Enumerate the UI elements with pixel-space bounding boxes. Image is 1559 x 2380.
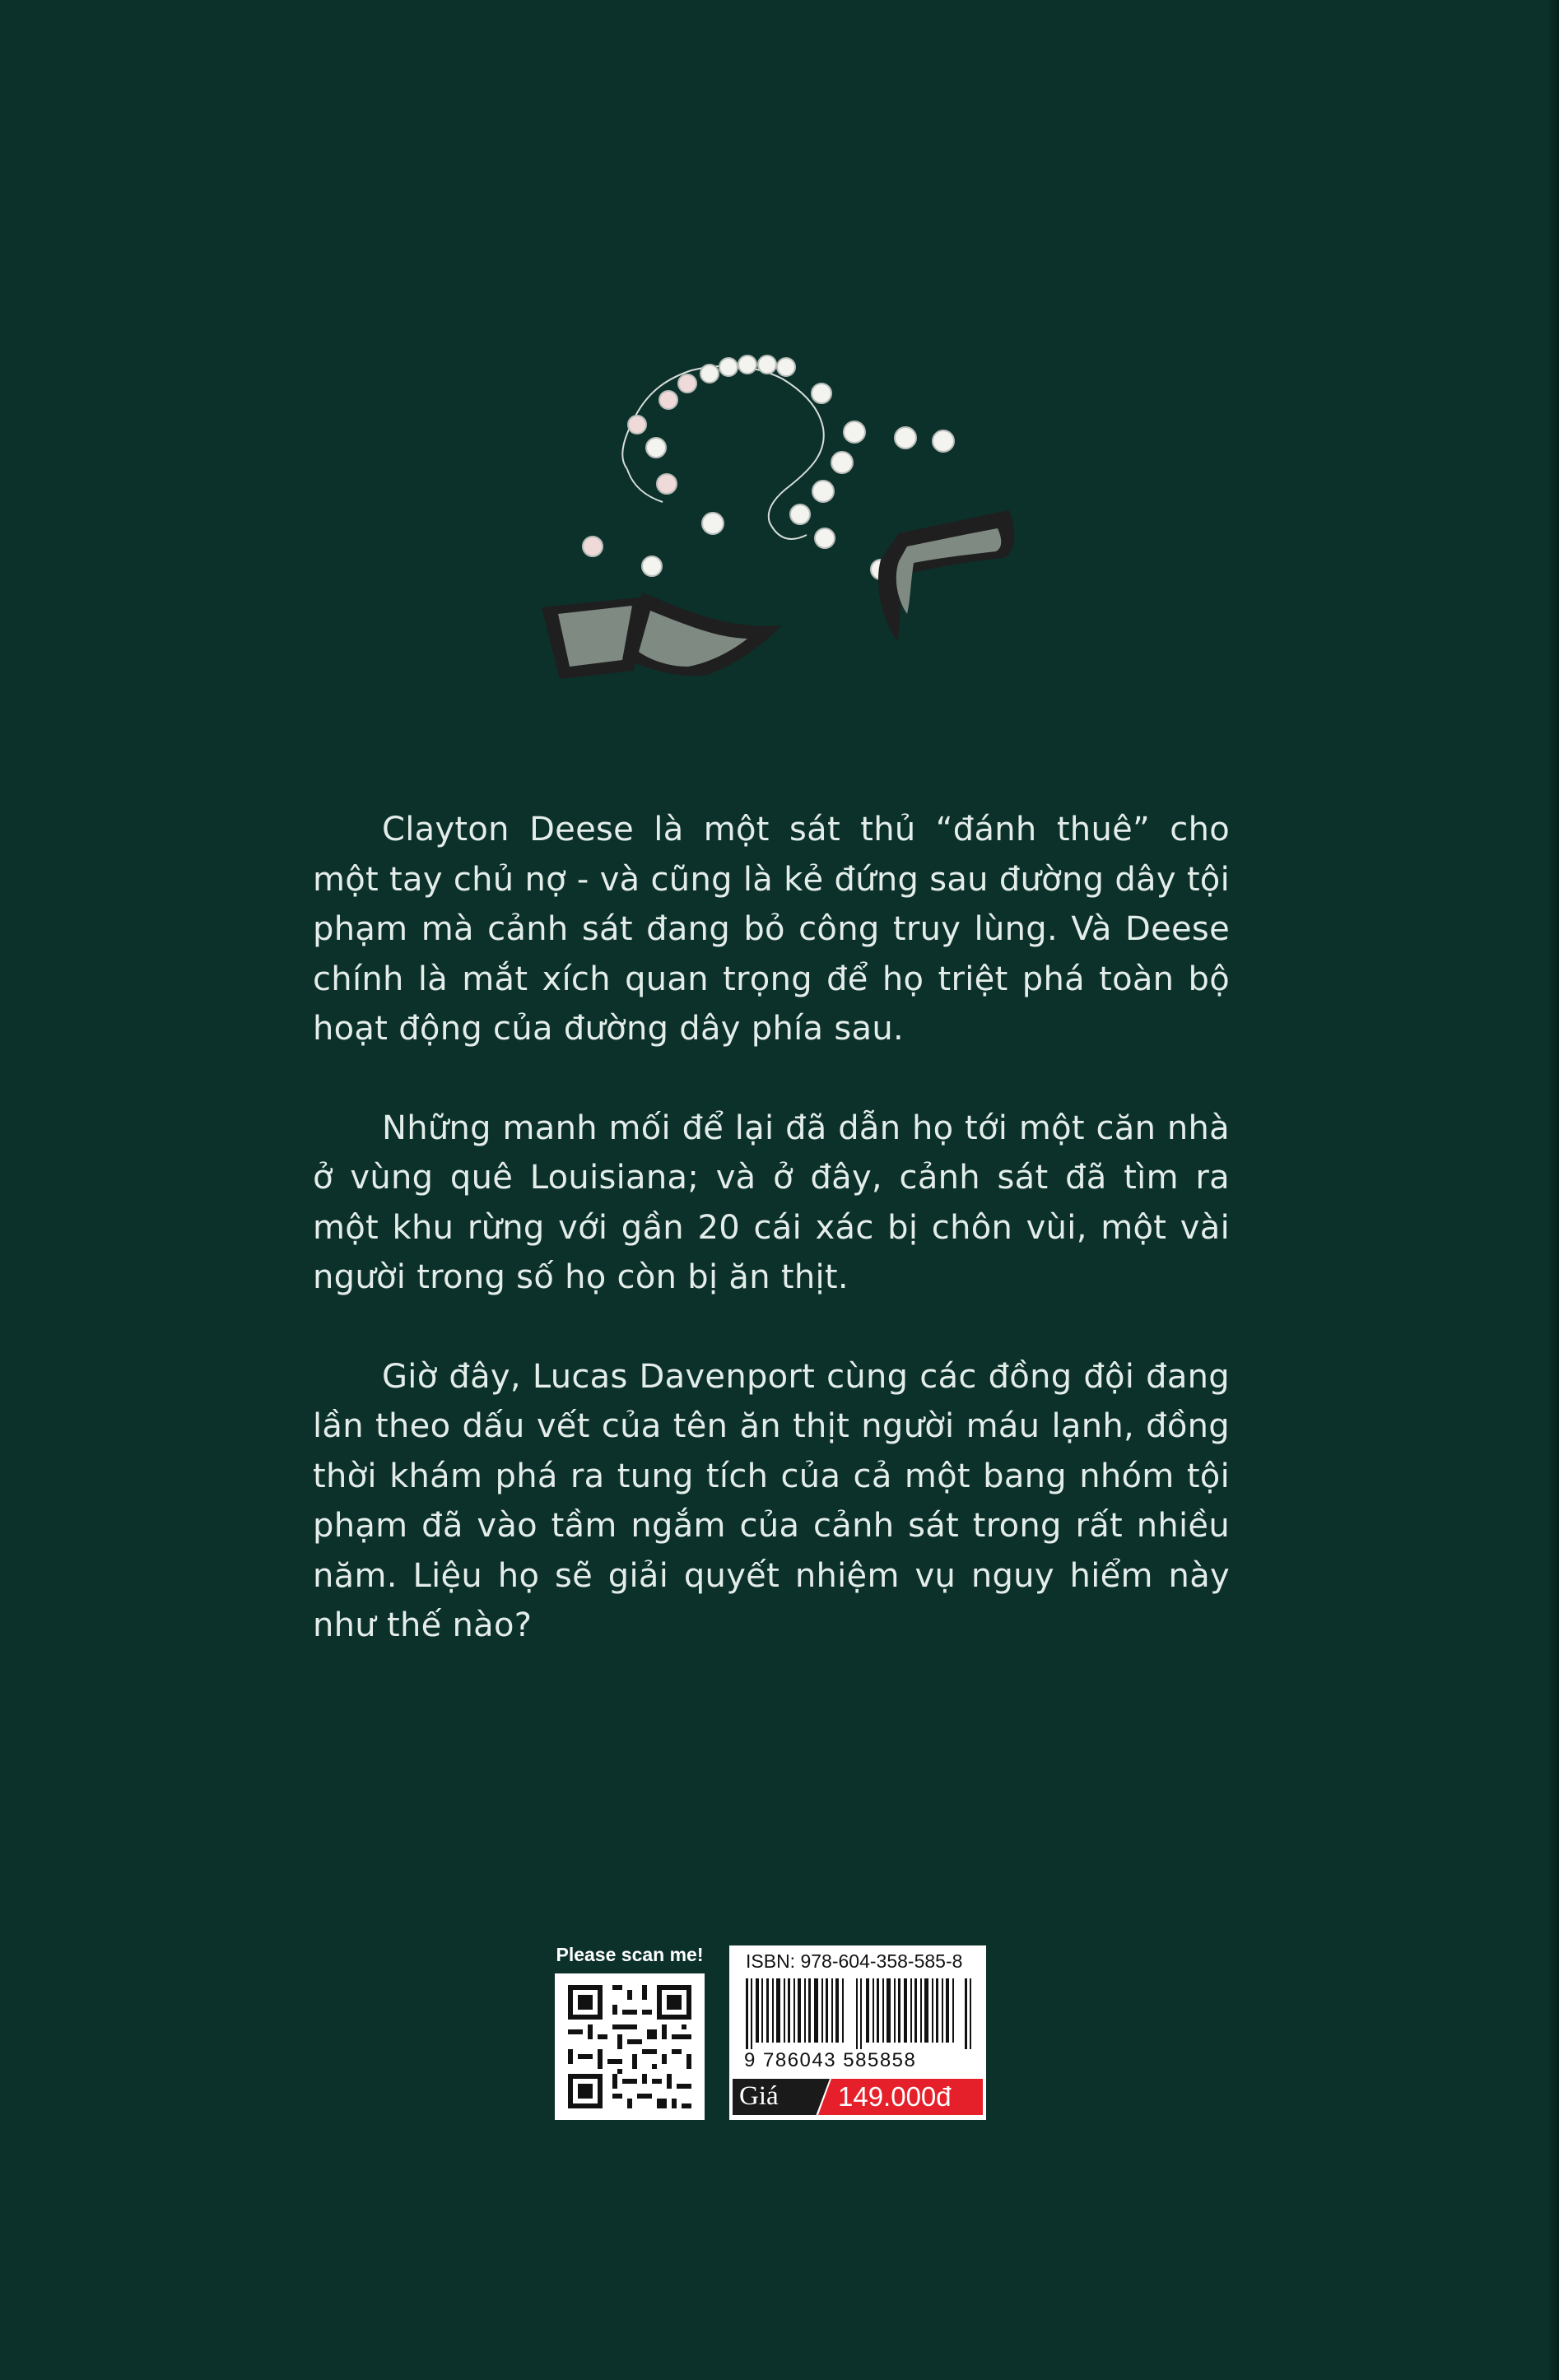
blurb-paragraph-1: Clayton Deese là một sát thủ “đánh thuê” cho một tay chủ nợ - và cũng là kẻ đứng sau đường dây tội phạm mà cảnh sát đang bỏ công truy lùng. Và Deese chính là mắt xích quan trọng để họ triệt phá toàn bộ hoạt động của đường dây phía sau. [313,811,1230,1048]
barcode-bars [744,1978,975,2049]
isbn-label: ISBN: 978-604-358-585-8 [746,1950,963,1972]
isbn-digits: 9 786043 585858 [744,2049,917,2071]
price-value: 149.000đ [838,2081,952,2112]
cover-edge-shadow [1547,0,1559,2380]
price-label: Giá [739,2081,779,2111]
banknote-left [542,593,782,679]
blurb-paragraph-2: Những manh mối để lại đã dẫn họ tới một căn nhà ở vùng quê Louisiana; và ở đây, cảnh sát đã tìm ra một khu rừng với gần 20 cái xác bị chôn vùi, một vài người trong số họ còn bị ăn thịt. [313,1109,1230,1296]
qr-label: Please scan me! [556,1944,704,1965]
banknote-right [878,510,1014,642]
price-tag [733,2079,983,2115]
back-cover-blurb [313,805,1230,1700]
isbn-barcode-panel [729,1945,986,2120]
blurb-paragraph-3: Giờ đây, Lucas Davenport cùng các đồng đội đang lần theo dấu vết của tên ăn thịt người máu lạnh, đồng thời khám phá ra tung tích của cả một bang nhóm tội phạm đã vào tầm ngắm của cảnh sát trong rất nhiều năm. Liệu họ sẽ giải quyết nhiệm vụ nguy hiểm này như thế nào? [313,1357,1230,1644]
qr-code[interactable] [555,1973,705,2120]
illustration-necklace-banknotes [527,346,1037,695]
